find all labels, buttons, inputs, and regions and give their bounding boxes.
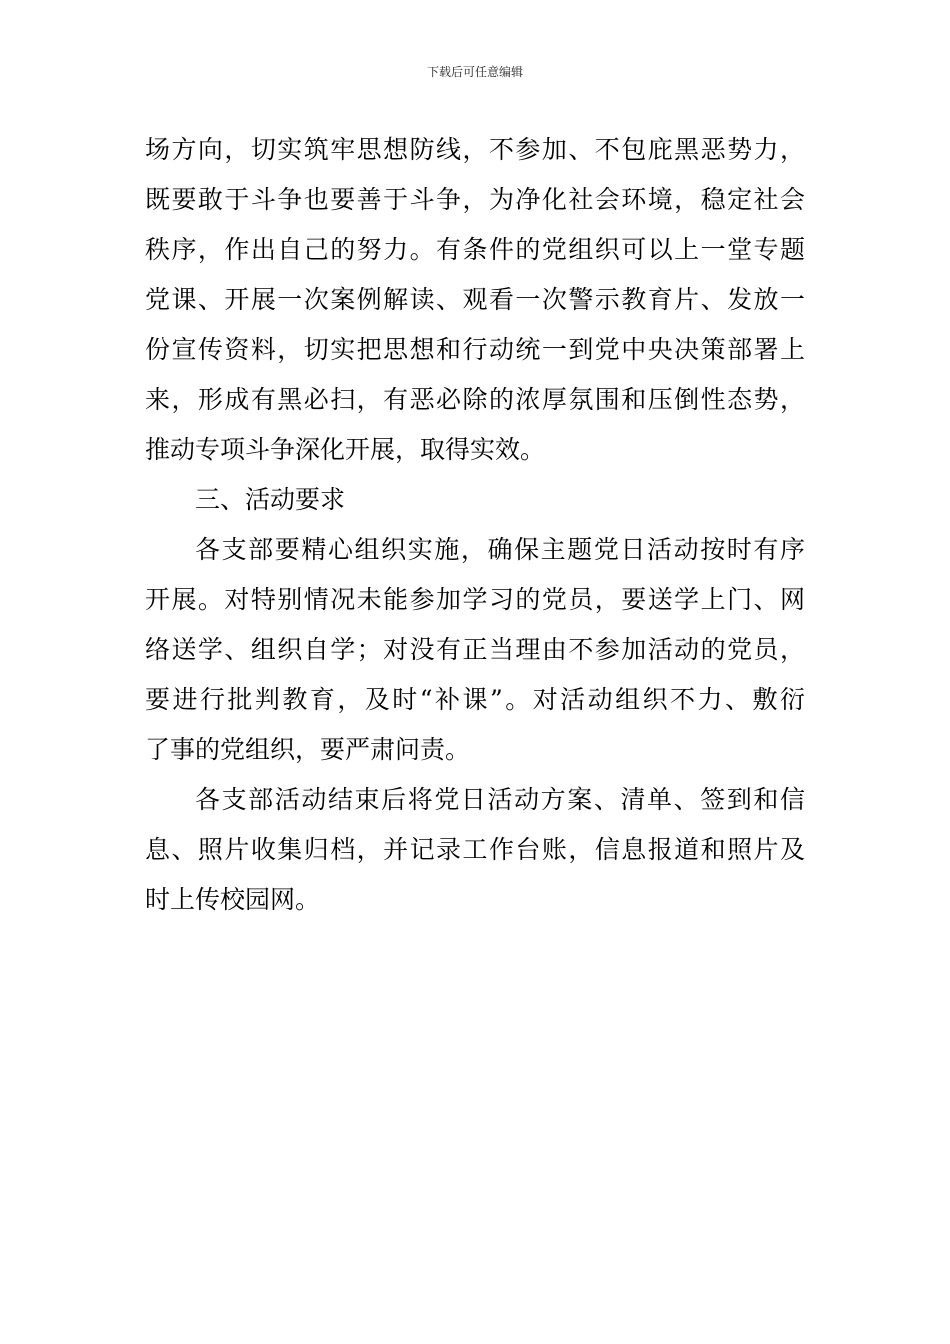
text-line: 来，形成有黑必扫，有恶必除的浓厚氛围和压倒性态势， [145, 385, 805, 414]
text-line: 场方向，切实筑牢思想防线，不参加、不包庇黑恶势力， [145, 135, 805, 164]
text-line: 时上传校园网。 [145, 885, 321, 914]
text-line: 络送学、组织自学；对没有正当理由不参加活动的党员， [145, 635, 805, 664]
text-line: 推动专项斗争深化开展，取得实效。 [145, 435, 546, 464]
text-line: 党课、开展一次案例解读、观看一次警示教育片、发放一 [145, 285, 805, 314]
paragraph-continuation [145, 125, 805, 475]
text-line: 秩序，作出自己的努力。有条件的党组织可以上一堂专题 [145, 235, 805, 264]
paragraph-requirements [145, 525, 805, 775]
section-heading-text: 三、活动要求 [195, 485, 346, 514]
text-line: 份宣传资料，切实把思想和行动统一到党中央决策部署上 [145, 335, 805, 364]
section-heading [145, 475, 805, 525]
text-line: 各支部要精心组织实施，确保主题党日活动按时有序 [195, 535, 805, 564]
text-line: 要进行批判教育，及时“补课”。对活动组织不力、敷衍 [145, 685, 805, 714]
paragraph-archiving [145, 775, 805, 925]
text-line: 了事的党组织，要严肃问责。 [145, 735, 471, 764]
page-header: 下载后可任意编辑 [426, 65, 523, 79]
document-body [145, 125, 805, 925]
text-line: 各支部活动结束后将党日活动方案、清单、签到和信 [195, 785, 805, 814]
text-line: 开展。对特别情况未能参加学习的党员，要送学上门、网 [145, 585, 805, 614]
text-line: 既要敢于斗争也要善于斗争，为净化社会环境，稳定社会 [145, 185, 805, 214]
text-line: 息、照片收集归档，并记录工作台账，信息报道和照片及 [145, 835, 805, 864]
